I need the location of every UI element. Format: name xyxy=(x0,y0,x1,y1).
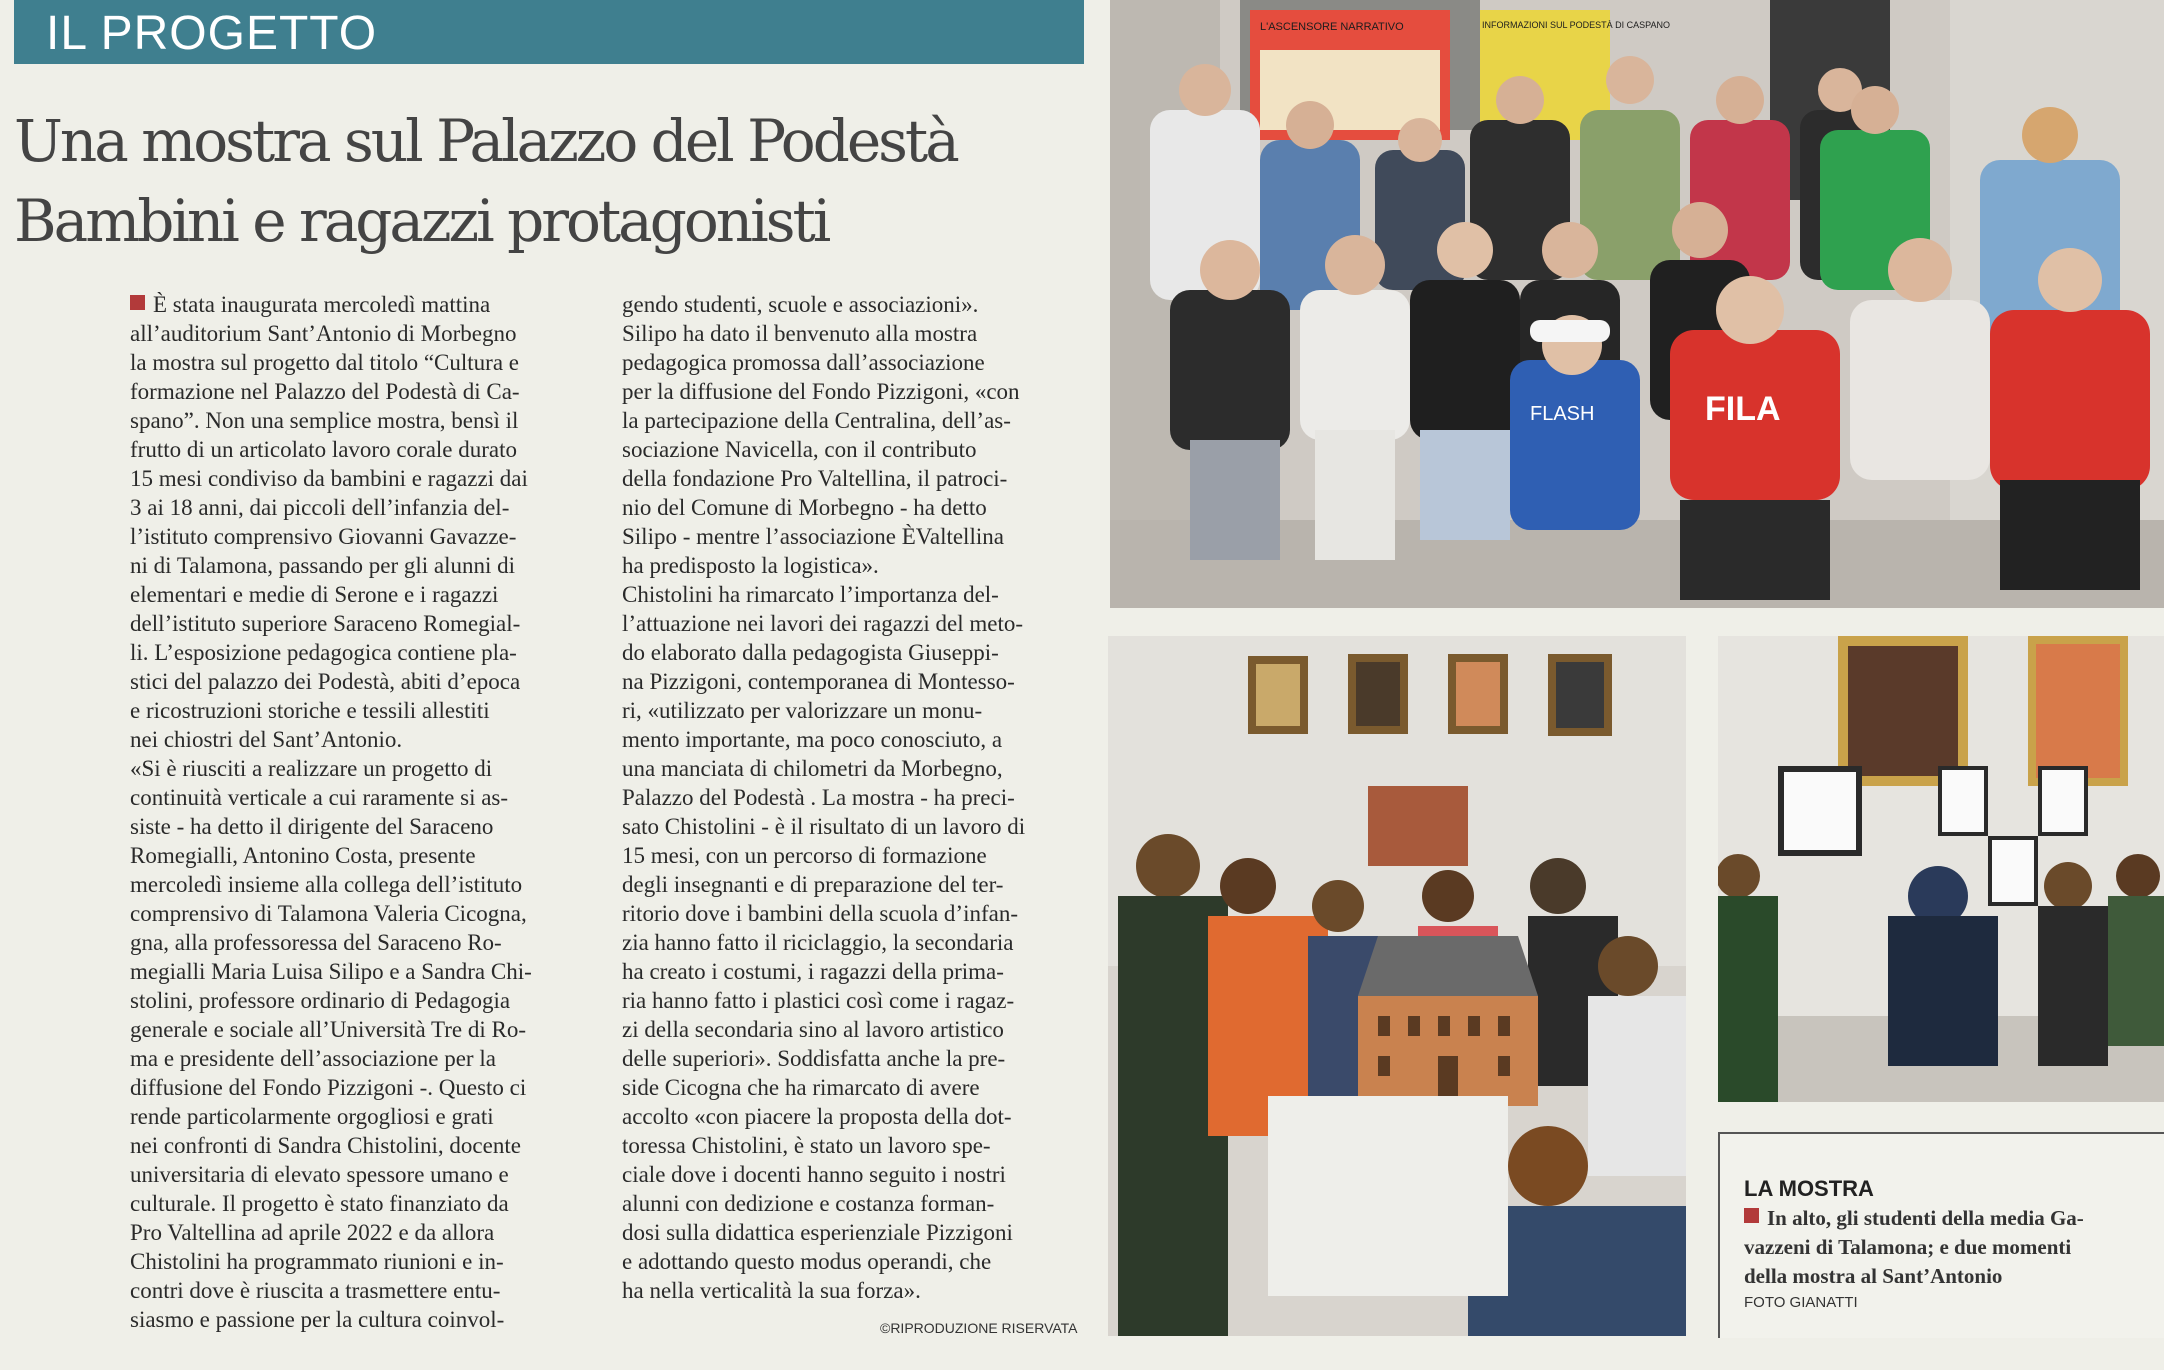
shirt-flash-text: FLASH xyxy=(1530,403,1595,425)
photo-children-drawings xyxy=(1718,636,2164,1102)
photo-students-group xyxy=(1110,0,2164,608)
article-column-1-text: È stata inaugurata mercoledì mattina all’auditorium Sant’Antonio di Morbegno la mostra sul progetto dal titolo “Cultura e formazione nel Palazzo del Podestà di Ca- spano”. Non una semplice mostra, bensì il frutto di un articolato lavoro corale durato 15 mesi condiviso da bambini e ragazzi dai 3 ai 18 anni, dai piccoli dell’infanzia del- l’istituto comprensivo Giovanni Gavazze- ni di Talamona, passando per gli alunni di elementari e medie di Serone e i ragazzi dell’istituto superiore Saraceno Romegial- li. L’esposizione pedagogica contiene pla- stici del palazzo dei Podestà, abiti d’epoca e ricostruzioni storiche e tessili allestiti nei chiostri del Sant’Antonio. «Si è riusciti a realizzare un progetto di continuità verticale a cui raramente si as- siste - ha detto il dirigente del Saraceno Romegialli, Antonino Costa, presente mercoledì insieme alla collega dell’istituto comprensivo di Talamona Valeria Cicogna, gna, alla professoressa del Saraceno Ro- megialli Maria Luisa Silipo e a Sandra Chi- stolini, professore ordinario di Pedagogia generale e sociale all’Università Tre di Ro- ma e presidente dell’associazione per la diffusione del Fondo Pizzigoni -. Questo ci rende particolarmente orgogliosi e grati nei confronti di Sandra Chistolini, docente universitaria di elevato spessore umano e culturale. Il progetto è stato finanziato da Pro Valtellina ad aprile 2022 e da allora Chistolini ha programmato riunioni e in- contri dove è riuscita a trasmettere entu- siasmo e passione per la cultura coinvol- xyxy=(130,292,532,1332)
headline-line-2: Bambini e ragazzi protagonisti xyxy=(14,187,829,255)
article-column-2: gendo studenti, scuole e associazioni». Silipo ha dato il benvenuto alla mostra pedagogica promossa dall’associazione per la diffusione del Fondo Pizzigoni, «con la partecipazione della Centralina, dell’as- sociazione Navicella, con il contributo della fondazione Pro Valtellina, il patroci- nio del Comune di Morbegno - ha detto Silipo - mentre l’associazione ÈValtellina ha predisposto la logistica». Chistolini ha rimarcato l’importanza del- l’attuazione nei lavori dei ragazzi del meto- do elaborato dalla pedagogista Giuseppi- na Pizzigoni, contemporanea di Montesso- ri, «utilizzato per valorizzare un monu- mento importante, ma poco conosciuto, a una manciata di chilometri da Morbegno, Palazzo del Podestà . La mostra - ha preci- sato Chistolini - è il risultato di un lavoro di 15 mesi, con un percorso di formazione degli insegnanti e di preparazione del ter- ritorio dove i bambini della scuola d’infan- zia hanno fatto il riciclaggio, la secondaria ha creato i costumi, i ragazzi della prima- ria hanno fatto i plastici così come i ragaz- zi della secondaria sino al lavoro artistico delle superiori». Soddisfatta anche la pre- side Cicogna che ha rimarcato di avere accolto «con piacere la proposta della dot- toressa Chistolini, è stato un lavoro spe- ciale dove i docenti hanno seguito i nostri alunni con dedizione e costanza forman- dosi sulla didattica esperienziale Pizzigoni e adottando questo modus operandi, che ha nella verticalità la sua forza». xyxy=(622,292,1026,1303)
copyright-note: ©RIPRODUZIONE RISERVATA xyxy=(880,1320,1078,1336)
sign-right-text: INFORMAZIONI SUL PODESTÀ DI CASPANO xyxy=(1482,20,1671,30)
section-banner xyxy=(14,0,1084,64)
section-label: IL PROGETTO xyxy=(46,7,378,60)
sign-left-text: L'ASCENSORE NARRATIVO xyxy=(1260,21,1404,33)
paragraph-marker-icon xyxy=(130,295,145,310)
photo-credit: FOTO GIANATTI xyxy=(1744,1294,1858,1311)
headline-line-1: Una mostra sul Palazzo del Podestà xyxy=(14,107,957,175)
caption-text xyxy=(1744,1204,2144,1291)
shirt-fila-text: FILA xyxy=(1705,390,1781,428)
palazzo-model xyxy=(1358,936,1538,1106)
photo-caption-box xyxy=(1718,1132,2164,1338)
photo-children-model xyxy=(1108,636,1686,1336)
caption-text-content: In alto, gli studenti della media Ga- vazzeni di Talamona; e due momenti della mostra al Sant’Antonio xyxy=(1744,1206,2084,1288)
caption-marker-icon xyxy=(1744,1208,1759,1223)
caption-title: LA MOSTRA xyxy=(1744,1176,1874,1201)
article-column-1 xyxy=(130,290,590,1330)
